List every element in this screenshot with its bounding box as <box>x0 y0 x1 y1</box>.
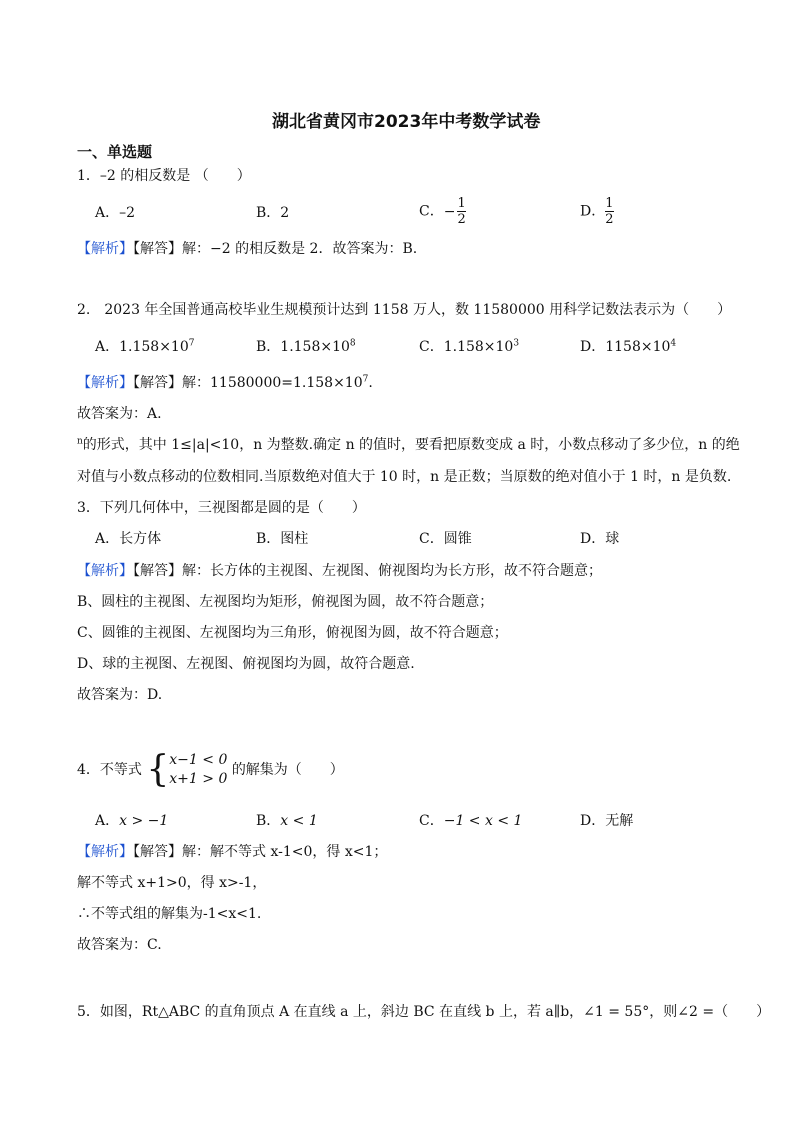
q2-option-c: C．$1.158\times 10^3$ <box>419 338 520 355</box>
q3-option-a: A．长方体 <box>95 531 162 547</box>
q1-option-b: B．2 <box>256 205 290 221</box>
q2-option-b: B．$1.158\times 10^8$ <box>256 338 356 355</box>
inequality-system: { x−1 < 0 x+1 > 0 <box>146 749 228 790</box>
q2-analysis: 【解析】【解答】解：$11580000=1.158\times 10^7$. <box>77 374 373 391</box>
question-5-stem: 5．如图，Rt△ABC 的直角顶点 A 在直线 a 上，斜边 BC 在直线 b 上，若 a∥b，∠1 = 55°，则∠2 =（ ） <box>77 1004 771 1020</box>
q3-answer: 故答案为：D. <box>77 687 163 703</box>
q3-line-b: B、圆柱的主视图、左视图均为矩形，俯视图为圆，故不符合题意； <box>77 594 494 610</box>
question-4-stem: 4．不等式 { x−1 < 0 x+1 > 0 的解集为（ ） <box>77 749 344 790</box>
question-2-stem: 2. 2023 年全国普通高校毕业生规模预计达到 1158 万人，数 11580000 用科学记数法表示为（ ） <box>77 302 732 318</box>
fraction: $\frac{1}{2}$ <box>457 196 466 227</box>
q3-option-c: C．圆锥 <box>419 531 472 547</box>
section-heading: 一、单选题 <box>77 143 153 161</box>
q3-line-d: D、球的主视图、左视图、俯视图均为圆，故符合题意. <box>77 656 415 672</box>
q2-answer: 故答案为：A. <box>77 406 162 422</box>
q1-option-c: C．− $\frac{1}{2}$ <box>419 196 466 227</box>
q3-option-d: D．球 <box>580 531 620 547</box>
question-1-stem: 1．–2 的相反数是 （ ） <box>77 168 251 184</box>
q3-analysis: 【解析】【解答】解：长方体的主视图、左视图、俯视图均为长方形，故不符合题意； <box>77 563 602 579</box>
q1-option-d: D． $\frac{1}{2}$ <box>580 196 614 227</box>
q1-analysis: 【解析】【解答】解：−2 的相反数是 2．故答案为：B. <box>77 241 418 257</box>
q2-note-line-1: $^n$的形式，其中 1≤|a|<10，n 为整数.确定 n 的值时，要看把原数变成 a 时，小数点移动了多少位，n 的绝 <box>77 436 740 453</box>
q4-option-c: C．−1 < x < 1 <box>419 813 523 829</box>
q3-line-c: C、圆锥的主视图、左视图均为三角形，俯视图为圆，故不符合题意； <box>77 625 508 641</box>
q3-option-b: B．图柱 <box>256 531 309 547</box>
fraction: $\frac{1}{2}$ <box>605 196 614 227</box>
q4-line-3: ∴不等式组的解集为-1<x<1. <box>77 906 262 922</box>
q4-answer: 故答案为：C. <box>77 937 162 953</box>
q4-analysis: 【解析】【解答】解：解不等式 x-1<0，得 x<1； <box>77 844 388 860</box>
q4-option-b: B．x < 1 <box>256 813 318 829</box>
q2-option-a: A．$1.158\times 10^7$ <box>95 338 195 355</box>
page-title: 湖北省黄冈市2023年中考数学试卷 <box>272 112 541 132</box>
q4-option-d: D．无解 <box>580 813 634 829</box>
q1-option-a: A．–2 <box>95 205 136 221</box>
q2-note-line-2: 对值与小数点移动的位数相同.当原数绝对值大于 10 时，n 是正数；当原数的绝对值小于 1 时，n 是负数. <box>77 469 732 485</box>
q4-line-2: 解不等式 x+1>0，得 x>-1， <box>77 875 267 891</box>
q2-option-d: D．$1158\times 10^4$ <box>580 338 677 355</box>
question-3-stem: 3．下列几何体中，三视图都是圆的是（ ） <box>77 500 366 516</box>
q4-option-a: A．x > −1 <box>95 813 169 829</box>
